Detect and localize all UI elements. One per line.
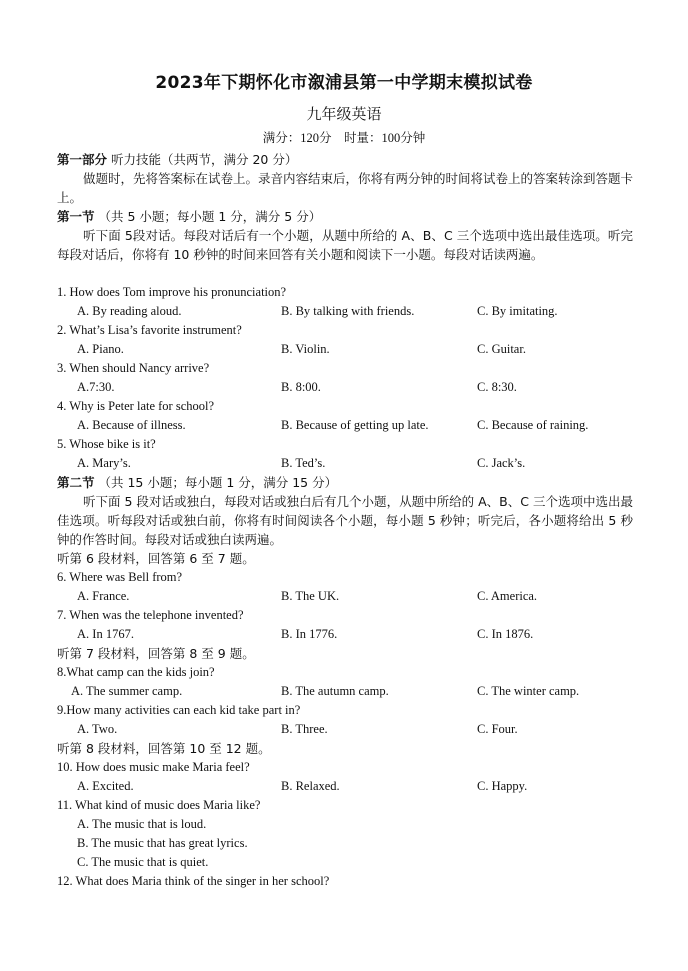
question-12-stem: 12. What does Maria think of the singer in her school?: [57, 874, 330, 888]
question-1-option-a: A. By reading aloud.: [77, 304, 182, 318]
material-8-note: 听第 8 段材料，回答第 10 至 12 题。: [57, 741, 271, 756]
question-4-option-a: A. Because of illness.: [77, 418, 186, 432]
material-7-note: 听第 7 段材料，回答第 8 至 9 题。: [57, 646, 255, 661]
question-9-option-c: C. Four.: [477, 722, 518, 736]
question-9-option-b: B. Three.: [281, 722, 328, 736]
question-5-option-c: C. Jack’s.: [477, 456, 526, 470]
question-3-option-a: A.7:30.: [77, 380, 115, 394]
exam-subject: 九年级英语: [306, 105, 382, 123]
question-10-option-a: A. Excited.: [77, 779, 134, 793]
question-1-option-b: B. By talking with friends.: [281, 304, 415, 318]
question-4-option-b: B. Because of getting up late.: [281, 418, 429, 432]
section2-label: 第二节: [57, 475, 95, 490]
question-7-options: [57, 625, 633, 644]
question-5-option-b: B. Ted’s.: [281, 456, 326, 470]
question-5-stem: 5. Whose bike is it?: [57, 437, 156, 451]
question-2-stem: 2. What’s Lisa’s favorite instrument?: [57, 323, 242, 337]
question-4-options: [57, 416, 633, 435]
question-10-options: [57, 777, 633, 796]
question-8-option-b: B. The autumn camp.: [281, 684, 389, 698]
question-9-options: [57, 720, 633, 739]
part1-name: 听力技能（共两节，满分 20 分）: [111, 152, 298, 167]
question-6-option-b: B. The UK.: [281, 589, 340, 603]
question-9-option-a: A. Two.: [77, 722, 118, 736]
part1-label: 第一部分: [57, 152, 108, 167]
question-3-options: [57, 378, 633, 397]
section2-name: （共 15 小题；每小题 1 分，满分 15 分）: [98, 475, 338, 490]
section1-name: （共 5 小题；每小题 1 分，满分 5 分）: [98, 209, 322, 224]
question-6-option-c: C. America.: [477, 589, 538, 603]
question-2-options: [57, 340, 633, 359]
material-6-note: 听第 6 段材料，回答第 6 至 7 题。: [57, 551, 255, 566]
question-11-option-c: C. The music that is quiet.: [77, 855, 209, 869]
section2-heading: [57, 473, 633, 492]
question-3-stem: 3. When should Nancy arrive?: [57, 361, 210, 375]
question-2-option-c: C. Guitar.: [477, 342, 526, 356]
question-5-option-a: A. Mary’s.: [77, 456, 131, 470]
question-7-stem: 7. When was the telephone invented?: [57, 608, 244, 622]
section1-instructions: 听下面 5段对话。每段对话后有一个小题，从题中所给的 A、B、C 三个选项中选出最佳选项。听完每段对话后，你将有 10 秒钟的时间来回答有关小题和阅读下一小题。每段对话读两遍。: [57, 228, 633, 262]
part1-instructions: 做题时，先将答案标在试卷上。录音内容结束后，你将有两分钟的时间将试卷上的答案转涂到答题卡上。: [57, 171, 634, 205]
exam-body: [57, 150, 633, 891]
question-1-options: [57, 302, 633, 321]
question-11-stem: 11. What kind of music does Maria like?: [57, 798, 261, 812]
question-8-stem: 8.What camp can the kids join?: [57, 665, 215, 679]
question-7-option-a: A. In 1767.: [77, 627, 134, 641]
question-8-option-a: A. The summer camp.: [71, 684, 183, 698]
question-11-option-a: A. The music that is loud.: [77, 817, 207, 831]
question-6-stem: 6. Where was Bell from?: [57, 570, 183, 584]
question-6-option-a: A. France.: [77, 589, 130, 603]
question-4-stem: 4. Why is Peter late for school?: [57, 399, 215, 413]
section1-label: 第一节: [57, 209, 95, 224]
question-1-option-c: C. By imitating.: [477, 304, 558, 318]
question-2-option-b: B. Violin.: [281, 342, 330, 356]
question-8-options: [57, 682, 633, 701]
question-2-option-a: A. Piano.: [77, 342, 124, 356]
question-11-option-b: B. The music that has great lyrics.: [77, 836, 248, 850]
question-3-option-c: C. 8:30.: [477, 380, 517, 394]
question-4-option-c: C. Because of raining.: [477, 418, 589, 432]
question-10-stem: 10. How does music make Maria feel?: [57, 760, 250, 774]
section2-instructions: 听下面 5 段对话或独白，每段对话或独白后有几个小题，从题中所给的 A、B、C 三个选项中选出最佳选项。听每段对话或独白前，你将有时间阅读各个小题，每小题 5 秒钟；听完后，各小题将给出 5 秒钟的作答时间。每段对话或独白读两遍。: [57, 494, 633, 547]
question-5-options: [57, 454, 633, 473]
exam-title: 2023年下期怀化市溆浦县第一中学期末模拟试卷: [155, 73, 533, 93]
section1-heading: [57, 207, 633, 226]
question-8-option-c: C. The winter camp.: [477, 684, 580, 698]
part1-heading: [57, 150, 633, 169]
question-9-stem: 9.How many activities can each kid take part in?: [57, 703, 301, 717]
question-7-option-c: C. In 1876.: [477, 627, 534, 641]
question-10-option-c: C. Happy.: [477, 779, 528, 793]
question-10-option-b: B. Relaxed.: [281, 779, 340, 793]
question-3-option-b: B. 8:00.: [281, 380, 321, 394]
question-1-stem: 1. How does Tom improve his pronunciation?: [57, 285, 287, 299]
exam-score-time: 满分：120分 时量：100分钟: [262, 131, 426, 145]
question-6-options: [57, 587, 633, 606]
question-7-option-b: B. In 1776.: [281, 627, 338, 641]
